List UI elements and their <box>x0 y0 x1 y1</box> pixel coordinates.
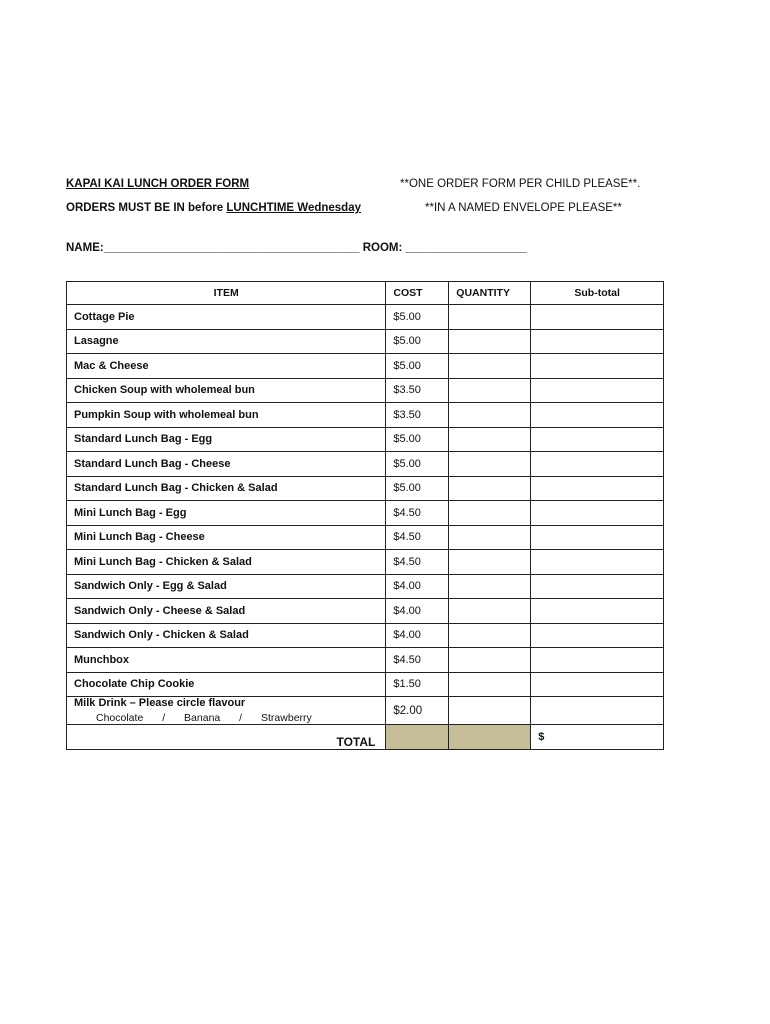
item-cell: Mac & Cheese <box>67 354 386 379</box>
form-title: KAPAI KAI LUNCH ORDER FORM <box>66 178 250 190</box>
cost-cell: $3.50 <box>386 378 449 403</box>
orders-deadline <box>66 202 361 214</box>
quantity-cell[interactable] <box>449 354 531 379</box>
subtotal-cell[interactable] <box>531 550 664 575</box>
item-cell: Sandwich Only - Cheese & Salad <box>67 599 386 624</box>
quantity-cell[interactable] <box>449 623 531 648</box>
table-row <box>67 525 664 550</box>
quantity-cell[interactable] <box>449 599 531 624</box>
subtotal-cell[interactable] <box>531 452 664 477</box>
cost-cell: $5.00 <box>386 354 449 379</box>
flavour-separator: / <box>239 712 243 724</box>
item-cell: Munchbox <box>67 648 386 673</box>
one-form-note: **ONE ORDER FORM PER CHILD PLEASE**. <box>400 178 641 190</box>
orders-deadline-time: LUNCHTIME Wednesday <box>226 202 361 214</box>
item-cell: Mini Lunch Bag - Chicken & Salad <box>67 550 386 575</box>
item-cell: Standard Lunch Bag - Chicken & Salad <box>67 476 386 501</box>
cost-cell: $4.50 <box>386 550 449 575</box>
cost-cell: $4.50 <box>386 501 449 526</box>
column-header-quantity: QUANTITY <box>449 282 531 305</box>
table-row <box>67 501 664 526</box>
subtotal-cell[interactable] <box>531 648 664 673</box>
item-cell: Standard Lunch Bag - Egg <box>67 427 386 452</box>
subtotal-cell[interactable] <box>531 427 664 452</box>
cost-cell: $4.50 <box>386 525 449 550</box>
table-row <box>67 305 664 330</box>
table-row <box>67 599 664 624</box>
subtotal-cell[interactable] <box>531 599 664 624</box>
flavour-banana[interactable]: Banana <box>184 712 221 724</box>
item-cell: Mini Lunch Bag - Cheese <box>67 525 386 550</box>
name-room-line[interactable]: NAME:________________________________________ ROOM: ___________________ <box>66 242 528 254</box>
milk-item-cell <box>67 697 386 725</box>
item-cell: Pumpkin Soup with wholemeal bun <box>67 403 386 428</box>
total-quantity-shaded-cell <box>449 725 531 750</box>
subtotal-cell[interactable] <box>531 525 664 550</box>
item-cell: Standard Lunch Bag - Cheese <box>67 452 386 477</box>
quantity-cell[interactable] <box>449 501 531 526</box>
item-cell: Lasagne <box>67 329 386 354</box>
table-row <box>67 476 664 501</box>
milk-subtotal-cell[interactable] <box>531 697 664 725</box>
total-cost-shaded-cell <box>386 725 449 750</box>
quantity-cell[interactable] <box>449 378 531 403</box>
table-row <box>67 574 664 599</box>
quantity-cell[interactable] <box>449 427 531 452</box>
flavour-options <box>74 712 378 724</box>
column-header-cost: COST <box>386 282 449 305</box>
subtotal-cell[interactable] <box>531 354 664 379</box>
cost-cell: $1.50 <box>386 672 449 697</box>
cost-cell: $5.00 <box>386 427 449 452</box>
subtotal-cell[interactable] <box>531 574 664 599</box>
quantity-cell[interactable] <box>449 403 531 428</box>
milk-item-label: Milk Drink – Please circle flavour <box>74 697 246 709</box>
subtotal-cell[interactable] <box>531 329 664 354</box>
column-header-item: ITEM <box>67 282 386 305</box>
table-row <box>67 427 664 452</box>
table-row <box>67 403 664 428</box>
cost-cell: $5.00 <box>386 305 449 330</box>
milk-quantity-cell[interactable] <box>449 697 531 725</box>
cost-cell: $5.00 <box>386 476 449 501</box>
cost-cell: $4.00 <box>386 623 449 648</box>
cost-cell: $3.50 <box>386 403 449 428</box>
item-cell: Chocolate Chip Cookie <box>67 672 386 697</box>
item-cell: Mini Lunch Bag - Egg <box>67 501 386 526</box>
cost-cell: $4.50 <box>386 648 449 673</box>
order-table <box>66 281 664 750</box>
total-label: TOTAL <box>67 725 386 750</box>
subtotal-cell[interactable] <box>531 623 664 648</box>
subtotal-cell[interactable] <box>531 476 664 501</box>
table-row-total <box>67 725 664 750</box>
quantity-cell[interactable] <box>449 648 531 673</box>
milk-cost-cell: $2.00 <box>386 697 449 725</box>
quantity-cell[interactable] <box>449 476 531 501</box>
subtotal-cell[interactable] <box>531 501 664 526</box>
table-row <box>67 452 664 477</box>
envelope-note: **IN A NAMED ENVELOPE PLEASE** <box>425 202 622 214</box>
subtotal-cell[interactable] <box>531 672 664 697</box>
table-header-row <box>67 282 664 305</box>
cost-cell: $5.00 <box>386 452 449 477</box>
cost-cell: $4.00 <box>386 574 449 599</box>
quantity-cell[interactable] <box>449 550 531 575</box>
item-cell: Sandwich Only - Egg & Salad <box>67 574 386 599</box>
subtotal-cell[interactable] <box>531 403 664 428</box>
total-amount-cell[interactable]: $ <box>531 725 664 750</box>
flavour-separator: / <box>162 712 166 724</box>
flavour-strawberry[interactable]: Strawberry <box>261 712 312 724</box>
quantity-cell[interactable] <box>449 452 531 477</box>
item-cell: Chicken Soup with wholemeal bun <box>67 378 386 403</box>
quantity-cell[interactable] <box>449 574 531 599</box>
quantity-cell[interactable] <box>449 305 531 330</box>
table-row <box>67 550 664 575</box>
table-row <box>67 354 664 379</box>
quantity-cell[interactable] <box>449 329 531 354</box>
cost-cell: $4.00 <box>386 599 449 624</box>
quantity-cell[interactable] <box>449 525 531 550</box>
item-cell: Cottage Pie <box>67 305 386 330</box>
table-row <box>67 378 664 403</box>
table-row <box>67 329 664 354</box>
item-cell: Sandwich Only - Chicken & Salad <box>67 623 386 648</box>
column-header-subtotal: Sub-total <box>531 282 664 305</box>
subtotal-cell[interactable] <box>531 378 664 403</box>
table-row <box>67 648 664 673</box>
table-row <box>67 672 664 697</box>
subtotal-cell[interactable] <box>531 305 664 330</box>
table-row <box>67 623 664 648</box>
table-row-milk <box>67 697 664 725</box>
cost-cell: $5.00 <box>386 329 449 354</box>
table-body <box>67 305 664 750</box>
quantity-cell[interactable] <box>449 672 531 697</box>
flavour-chocolate[interactable]: Chocolate <box>96 712 144 724</box>
orders-prefix: ORDERS MUST BE IN before <box>66 202 227 214</box>
